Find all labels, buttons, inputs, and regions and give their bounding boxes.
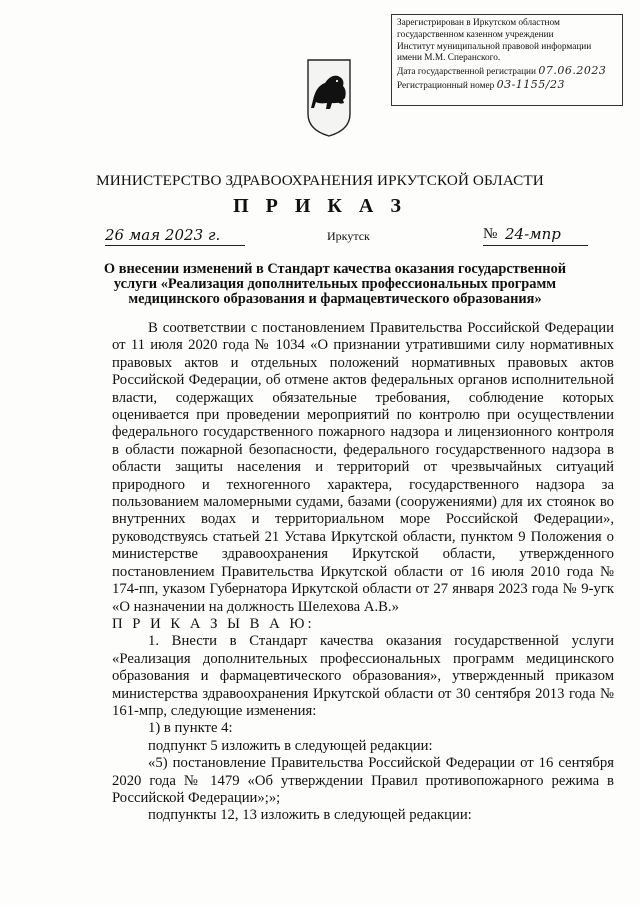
- order-body: [112, 320, 614, 825]
- subitem-1: 1) в пункте 4:: [148, 720, 233, 737]
- stamp-line: государственном казенном учреждении: [397, 29, 554, 40]
- date-number-line: [105, 226, 585, 248]
- order-city: Иркутск: [327, 229, 370, 243]
- ministry-name: МИНИСТЕРСТВО ЗДРАВООХРАНЕНИЯ ИРКУТСКОЙ ОБЛАСТИ: [96, 172, 544, 189]
- order-word: П Р И К А З Ы В А Ю:: [112, 615, 315, 632]
- stamp-date-value: 07.06.2023: [538, 64, 607, 78]
- stamp-date-label: Дата государственной регистрации: [397, 67, 537, 78]
- stamp-number-label: Регистрационный номер: [397, 80, 495, 91]
- date-underline: [105, 245, 245, 246]
- subitem-2: подпункт 5 изложить в следующей редакции:: [148, 737, 433, 754]
- number-underline: [483, 245, 588, 246]
- stamp-line: имени М.М. Сперанского.: [397, 53, 501, 64]
- subitem-4: подпункты 12, 13 изложить в следующей редакции:: [148, 807, 472, 824]
- subitem-3: «5) постановление Правительства Российской Федерации от 16 сентября 2020 года № 1479 «Об утверждении Правил противопожарного режима в Российской Федерации»;»;: [112, 755, 614, 806]
- coat-of-arms-icon: [305, 56, 353, 138]
- intro-paragraph: В соответствии с постановлением Правительства Российской Федерации от 11 июля 2020 года № 1034 «О признании утратившими силу нормативных правовых актов и отдельных положений нормативных правовых актов Российской Федерации, об отмене актов федеральных органов исполнительной власти, содержащих обязательные требования, соблюдение которых оценивается при проведении мероприятий по контролю при осуществлении федерального государственного пожарного надзора и лицензионного контроля в области пожарной безопасности, федерального государственного надзора в области защиты населения и территорий от чрезвычайных ситуаций природного и техногенного характера, государственного надзора за пользованием маломерными судами, базами (сооружениями) для их стоянок во внутренних водах и территориальном море Российской Федерации», руководствуясь статьей 21 Устава Иркутской области, пунктом 9 Положения о министерстве здравоохранения Иркутской области, утвержденного постановлением Правительства Иркутской области от 16 июля 2010 года № 174-пп, указом Губернатора Иркутской области от 27 января 2023 года № 9-угк «О назначении на должность Шелехова А.В.»: [112, 320, 614, 615]
- order-number: 24-мпр: [505, 225, 561, 243]
- order-title: О внесении изменений в Стандарт качества оказания государственной услуги «Реализация дополнительных профессиональных программ медицинского образования и фармацевтического образования»: [103, 261, 567, 307]
- number-sign: №: [483, 226, 498, 242]
- stamp-line: Институт муниципальной правовой информации: [397, 41, 592, 52]
- registration-stamp: [391, 14, 623, 106]
- stamp-number-value: 03-1155/23: [496, 77, 565, 91]
- item-1: 1. Внести в Стандарт качества оказания государственной услуги «Реализация дополнительных профессиональных программ медицинского образования и фармацевтического образования», утвержденный приказом министерства здравоохранения Иркутской области от 30 сентября 2013 года № 161-мпр, следующие изменения:: [112, 633, 614, 719]
- order-date: 26 мая 2023 г.: [105, 226, 221, 244]
- stamp-line: Зарегистрирован в Иркутском областном: [397, 18, 560, 28]
- stamp-date-row: [397, 65, 617, 79]
- stamp-number-row: [397, 79, 617, 93]
- document-type: П Р И К А З: [233, 195, 407, 217]
